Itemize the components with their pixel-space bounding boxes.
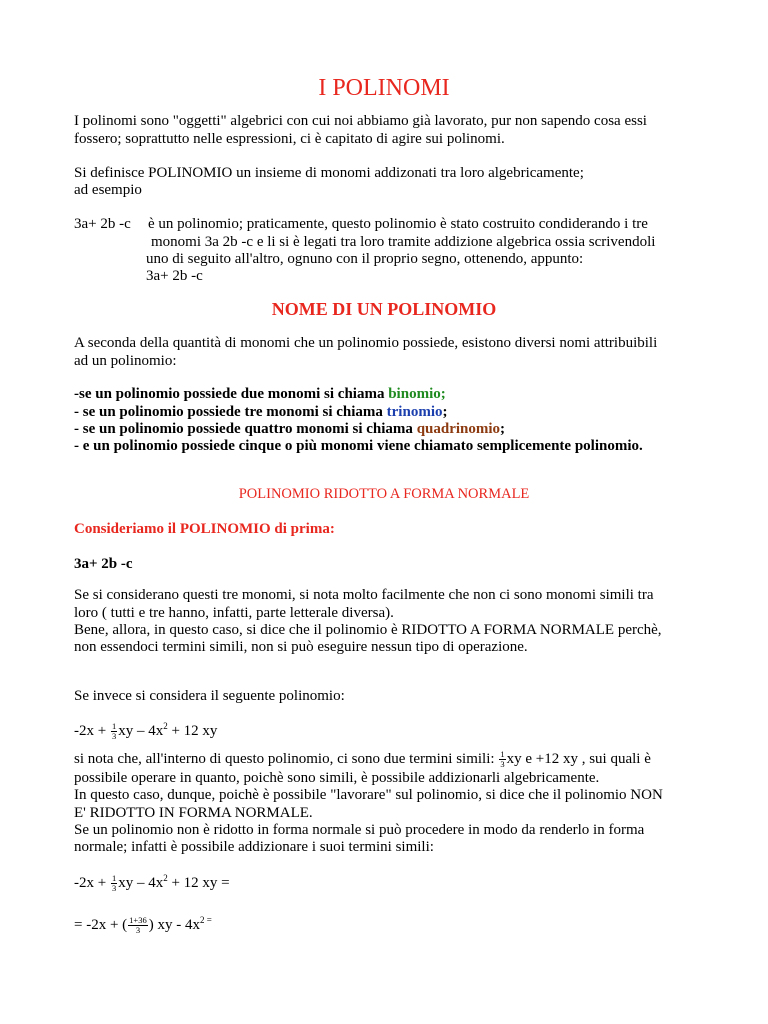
binomio-word: binomio;: [388, 386, 446, 402]
consider-heading: Consideriamo il POLINOMIO di prima:: [74, 521, 335, 537]
fraction-one-third: [111, 722, 117, 741]
example-expression: 3a+ 2b -c: [74, 216, 131, 232]
definition-line-2: ad esempio: [74, 182, 142, 198]
poly-part-a: -2x +: [74, 723, 110, 739]
step1-part-b: xy – 4x: [118, 875, 164, 891]
after-line-1: possibile operare in quanto, poichè sono simili, è possibile addizionarli algebricamente.: [74, 770, 600, 786]
trinomio-word: trinomio: [386, 404, 443, 420]
step2-part-b: ) xy - 4x: [148, 917, 200, 933]
fraction-denominator: 3: [111, 883, 117, 894]
exponent: 2 =: [199, 915, 212, 925]
example-line-3: uno di seguito all'altro, ognuno con il proprio segno, ottenendo, appunto:: [146, 251, 584, 267]
consider-expression: 3a+ 2b -c: [74, 556, 133, 572]
section-heading-name: NOME DI UN POLINOMIO: [271, 299, 497, 319]
reduced-line-3: Bene, allora, in questo caso, si dice che il polinomio è RIDOTTO A FORMA NORMALE perchè,: [74, 622, 662, 638]
intro-line-1: I polinomi sono "oggetti" algebrici con cui noi abbiamo già lavorato, pur non sapendo cosa essi: [74, 113, 647, 129]
rule-quadrinomio-text: - se un polinomio possiede quattro monomi si chiama: [74, 421, 417, 437]
example-line-1: è un polinomio; praticamente, questo polinomio è stato costruito condiderando i tre: [148, 216, 648, 232]
after-line-2: In questo caso, dunque, poichè è possibile "lavorare" sul polinomio, si dice che il polinomio NON: [74, 787, 663, 803]
example-line-4: 3a+ 2b -c: [146, 268, 203, 284]
page-title: I POLINOMI: [318, 75, 450, 101]
poly-part-c: + 12 xy: [167, 723, 218, 739]
step-1-expression: [74, 872, 230, 894]
similar-terms-line: [74, 748, 651, 770]
rule-quadrinomio-end: ;: [500, 421, 506, 437]
after-line-4: Se un polinomio non è ridotto in forma normale si può procedere in modo da renderlo in forma: [74, 822, 645, 838]
poly-part-b: xy – 4x: [118, 723, 164, 739]
similar-post: xy e +12 xy , sui quali è: [506, 751, 651, 767]
rule-quadrinomio: [74, 420, 505, 438]
rule-binomio: [74, 385, 446, 403]
fraction-sum-over-three: [128, 916, 148, 935]
rule-binomio-text: -se un polinomio possiede due monomi si chiama: [74, 386, 389, 402]
fraction-denominator: 3: [135, 925, 141, 936]
polynomial-expression: [74, 720, 217, 742]
exponent: 2: [163, 873, 168, 883]
rule-trinomio: [74, 403, 447, 421]
exponent: 2: [163, 721, 168, 731]
after-line-3: E' RIDOTTO IN FORMA NORMALE.: [74, 805, 313, 821]
quadrinomio-word: quadrinomio: [416, 421, 501, 437]
reduced-line-1: Se si considerano questi tre monomi, si nota molto facilmente che non ci sono monomi simili tra: [74, 587, 654, 603]
intro-line-2: fossero; soprattutto nelle espressioni, ci è capitato di agire sui polinomi.: [74, 131, 505, 147]
example-line-2: monomi 3a 2b -c e li si è legati tra loro tramite addizione algebrica ossia scrivendoli: [151, 234, 656, 250]
reduced-line-2: loro ( tutti e tre hanno, infatti, parte letterale diversa).: [74, 605, 394, 621]
definition-line-1: Si definisce POLINOMIO un insieme di monomi addizonati tra loro algebricamente;: [74, 165, 584, 181]
fraction-one-third: [499, 750, 505, 769]
fraction-numerator: 1+36: [129, 915, 147, 926]
fraction-denominator: 3: [111, 731, 117, 742]
instead-line: Se invece si considera il seguente polinomio:: [74, 688, 345, 704]
step-2-expression: [74, 914, 212, 936]
fraction-numerator: 1: [111, 873, 117, 884]
similar-pre: si nota che, all'interno di questo polinomio, ci sono due termini simili:: [74, 751, 499, 767]
step1-part-a: -2x +: [74, 875, 110, 891]
rule-trinomio-text: - se un polinomio possiede tre monomi si chiama: [74, 404, 387, 420]
name-intro-line-1: A seconda della quantità di monomi che un polinomio possiede, esistono diversi nomi attribuibili: [74, 335, 658, 351]
fraction-denominator: 3: [500, 759, 505, 770]
fraction-numerator: 1: [111, 721, 117, 732]
rule-trinomio-end: ;: [442, 404, 448, 420]
rule-polinomio: - e un polinomio possiede cinque o più monomi viene chiamato semplicemente polinomio.: [74, 438, 643, 454]
reduced-line-4: non essendoci termini simili, non si può eseguire nessun tipo di operazione.: [74, 639, 528, 655]
step2-part-a: = -2x + (: [74, 917, 128, 933]
fraction-numerator: 1: [500, 749, 505, 760]
section-heading-reduced: POLINOMIO RIDOTTO A FORMA NORMALE: [238, 486, 530, 502]
after-line-5: normale; infatti è possibile addizionare i suoi termini simili:: [74, 839, 434, 855]
step1-part-c: + 12 xy =: [167, 875, 230, 891]
fraction-one-third: [111, 874, 117, 893]
name-intro-line-2: ad un polinomio:: [74, 353, 177, 369]
